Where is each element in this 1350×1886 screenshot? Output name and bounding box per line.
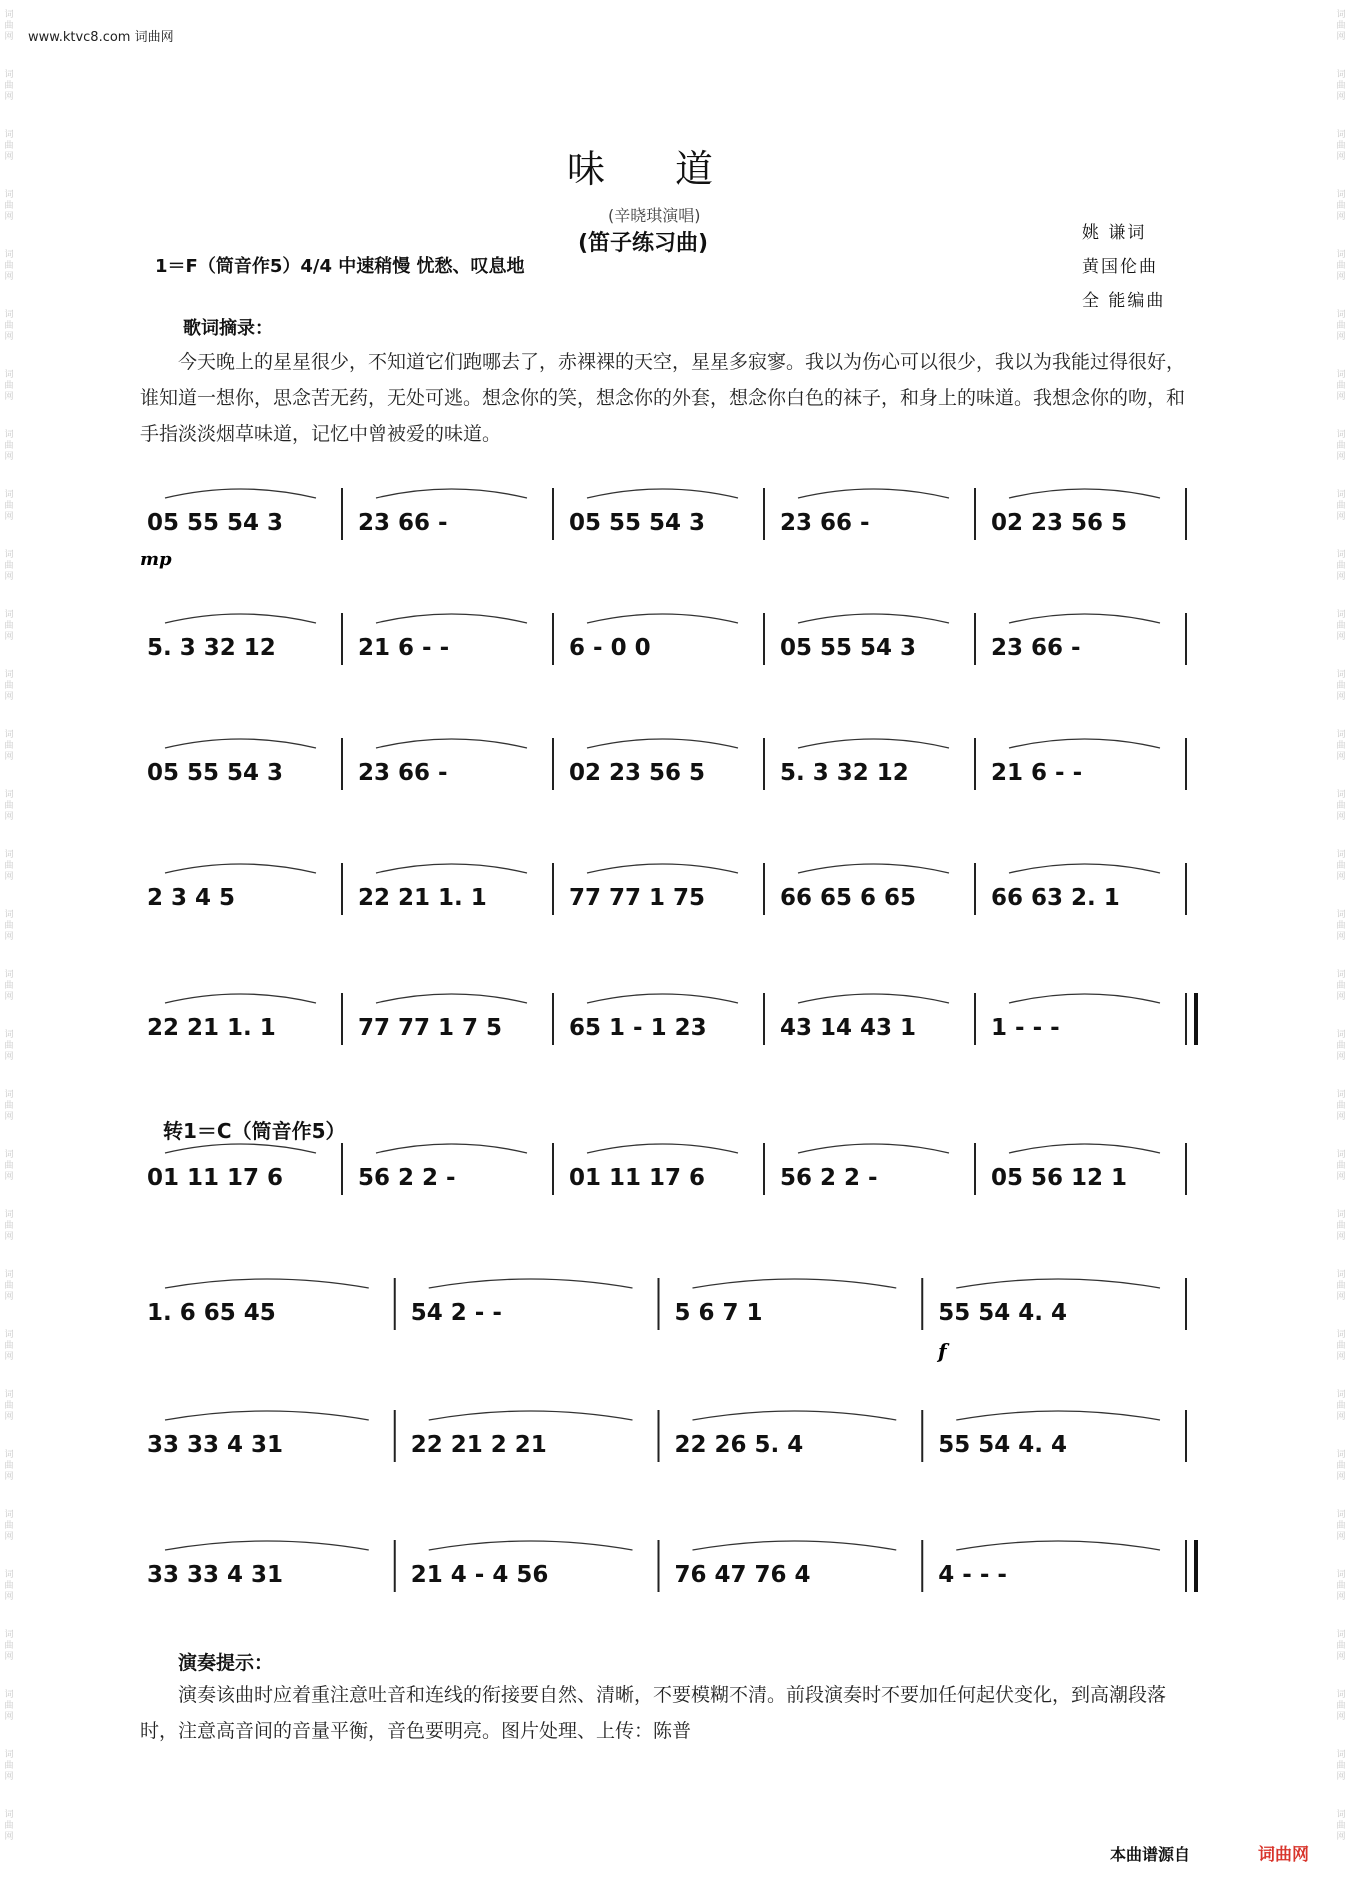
measure-notes: 66 65 6 65: [780, 885, 917, 911]
measure-notes: 05 55 54 3: [147, 510, 284, 536]
watermark-text: 词曲网: [4, 850, 14, 882]
measure-notes: 05 55 54 3: [569, 510, 706, 536]
watermark-text: 词曲网: [1336, 190, 1346, 222]
slur-mark: [1009, 614, 1160, 623]
watermark-text: 词曲网: [1336, 1690, 1346, 1722]
measure-notes: 05 55 54 3: [147, 760, 284, 786]
measure-notes: 77 77 1 7 5: [358, 1015, 503, 1041]
watermark-text: 词曲网: [1336, 430, 1346, 462]
watermark-text: 词曲网: [1336, 850, 1346, 882]
lyrics-heading: 歌词摘录：: [183, 318, 273, 339]
watermark-text: 词曲网: [1336, 1030, 1346, 1062]
watermark-text: 词曲网: [1336, 610, 1346, 642]
slur-mark: [376, 739, 527, 748]
measure-notes: 66 63 2. 1: [991, 885, 1120, 911]
watermark-text: 词曲网: [1336, 730, 1346, 762]
tips-heading: 演奏提示：: [178, 1652, 274, 1674]
watermark-text: 词曲网: [4, 1450, 14, 1482]
watermark-text: 词曲网: [4, 1210, 14, 1242]
measure-notes: 56 2 2 -: [358, 1165, 456, 1191]
slur-mark: [587, 614, 738, 623]
watermark-text: 词曲网: [4, 130, 14, 162]
measure-notes: 33 33 4 31: [147, 1562, 284, 1588]
watermark-text: 词曲网: [1336, 1150, 1346, 1182]
measure-notes: 54 2 - -: [410, 1300, 502, 1326]
slur-mark: [798, 739, 949, 748]
watermark-text: 词曲网: [1336, 490, 1346, 522]
measure-notes: 5 6 7 1: [674, 1300, 763, 1326]
measure-notes: 6 - 0 0: [569, 635, 651, 661]
slur-mark: [693, 1279, 897, 1288]
slur-mark: [376, 864, 527, 873]
slur-mark: [165, 994, 316, 1003]
measure-notes: 23 66 -: [780, 510, 870, 536]
measure-notes: 21 6 - -: [358, 635, 450, 661]
watermark-text: 词曲网: [4, 1270, 14, 1302]
watermark-text: 词曲网: [4, 1030, 14, 1062]
watermark-text: 词曲网: [4, 1630, 14, 1662]
watermark-text: 词曲网: [1336, 130, 1346, 162]
measure-notes: 55 54 4. 4: [938, 1300, 1068, 1326]
watermark-text: 词曲网: [4, 1690, 14, 1722]
watermark-text: 词曲网: [4, 910, 14, 942]
slur-mark: [429, 1541, 633, 1550]
measure-notes: 22 26 5. 4: [674, 1432, 804, 1458]
slur-mark: [429, 1411, 633, 1420]
slur-mark: [587, 994, 738, 1003]
watermark-text: 词曲网: [4, 1390, 14, 1422]
watermark-text: 词曲网: [1336, 10, 1346, 42]
slur-mark: [376, 614, 527, 623]
slur-mark: [956, 1279, 1160, 1288]
slur-mark: [165, 614, 316, 623]
slur-mark: [1009, 994, 1160, 1003]
singer-note: (辛晓琪演唱): [608, 206, 701, 225]
watermark-text: 词曲网: [1336, 1330, 1346, 1362]
measure-notes: 23 66 -: [358, 760, 448, 786]
slur-mark: [798, 994, 949, 1003]
measure-notes: 22 21 1. 1: [358, 885, 487, 911]
watermark-text: 词曲网: [4, 610, 14, 642]
watermark-text: 词曲网: [4, 730, 14, 762]
measure-notes: 22 21 1. 1: [147, 1015, 276, 1041]
measure-notes: 2 3 4 5: [147, 885, 236, 911]
slur-mark: [1009, 864, 1160, 873]
measure-notes: 4 - - -: [938, 1562, 1007, 1588]
watermark-text: 词曲网: [4, 370, 14, 402]
watermark-text: 词曲网: [4, 490, 14, 522]
performance-tips: 演奏该曲时应着重注意吐音和连线的衔接要自然、清晰，不要模糊不清。前段演奏时不要加任何起伏变化，到高潮段落时，注意高音间的音量平衡，音色要明亮。图片处理、上传：陈普: [140, 1684, 1167, 1742]
footer-source-label: 本曲谱源自: [1110, 1845, 1191, 1864]
measure-notes: 02 23 56 5: [991, 510, 1128, 536]
slur-mark: [587, 864, 738, 873]
watermark-text: 词曲网: [1336, 1390, 1346, 1422]
watermark-text: 词曲网: [1336, 550, 1346, 582]
measure-notes: 21 4 - 4 56: [410, 1562, 549, 1588]
watermark-text: 词曲网: [4, 1510, 14, 1542]
slur-mark: [956, 1541, 1160, 1550]
measure-notes: 65 1 - 1 23: [569, 1015, 707, 1041]
measure-notes: 33 33 4 31: [147, 1432, 284, 1458]
watermark-text: 词曲网: [1336, 1750, 1346, 1782]
watermark-text: 词曲网: [4, 250, 14, 282]
composer-credit: 黄国伦曲: [1082, 257, 1158, 277]
measure-notes: 21 6 - -: [991, 760, 1083, 786]
dynamic-f: f: [938, 1339, 947, 1363]
slur-mark: [429, 1279, 633, 1288]
measure-notes: 55 54 4. 4: [938, 1432, 1068, 1458]
measure-notes: 22 21 2 21: [410, 1432, 547, 1458]
watermark-text: 词曲网: [1336, 310, 1346, 342]
measure-notes: 01 11 17 6: [147, 1165, 284, 1191]
slur-mark: [587, 489, 738, 498]
measure-notes: 43 14 43 1: [780, 1015, 917, 1041]
slur-mark: [376, 1144, 527, 1153]
slur-mark: [376, 489, 527, 498]
measure-notes: 05 55 54 3: [780, 635, 917, 661]
watermark-text: 词曲网: [4, 1150, 14, 1182]
measure-notes: 05 56 12 1: [991, 1165, 1128, 1191]
watermark-text: 词曲网: [1336, 1210, 1346, 1242]
watermark-text: 词曲网: [1336, 1810, 1346, 1842]
slur-mark: [165, 1541, 369, 1550]
watermark-text: 词曲网: [1336, 250, 1346, 282]
measure-notes: 1. 6 65 45: [147, 1300, 276, 1326]
watermark-text: 词曲网: [1336, 970, 1346, 1002]
slur-mark: [956, 1411, 1160, 1420]
watermark-text: 词曲网: [1336, 670, 1346, 702]
measure-notes: 23 66 -: [991, 635, 1081, 661]
measure-notes: 77 77 1 75: [569, 885, 706, 911]
slur-mark: [798, 864, 949, 873]
watermark-text: 词曲网: [4, 1330, 14, 1362]
measure-notes: 56 2 2 -: [780, 1165, 878, 1191]
arranger-credit: 全 能编曲: [1082, 291, 1166, 311]
watermark-text: 词曲网: [1336, 370, 1346, 402]
footer-site-link[interactable]: 词曲网: [1258, 1845, 1309, 1865]
measure-notes: 23 66 -: [358, 510, 448, 536]
modulation-line: 转1＝C（筒音作5）: [163, 1119, 346, 1143]
watermark-text: 词曲网: [1336, 70, 1346, 102]
watermark-text: 词曲网: [1336, 1630, 1346, 1662]
slur-mark: [376, 994, 527, 1003]
watermark-text: 词曲网: [4, 430, 14, 462]
key-tempo-line: 1＝F（筒音作5）4/4 中速稍慢 忧愁、叹息地: [155, 256, 525, 277]
slur-mark: [798, 614, 949, 623]
watermark-text: 词曲网: [4, 10, 14, 42]
slur-mark: [165, 1279, 369, 1288]
watermark-text: 词曲网: [1336, 1570, 1346, 1602]
slur-mark: [165, 864, 316, 873]
watermark-text: 词曲网: [4, 190, 14, 222]
slur-mark: [798, 1144, 949, 1153]
watermark-text: 词曲网: [4, 670, 14, 702]
watermark-text: 词曲网: [1336, 1090, 1346, 1122]
subtitle: (笛子练习曲): [578, 231, 709, 256]
watermark-text: 词曲网: [4, 70, 14, 102]
slur-mark: [798, 489, 949, 498]
dynamic-mp: mp: [140, 549, 172, 570]
watermark-text: 词曲网: [4, 310, 14, 342]
watermark-text: 词曲网: [4, 1810, 14, 1842]
measure-notes: 01 11 17 6: [569, 1165, 706, 1191]
site-url[interactable]: www.ktvc8.com 词曲网: [28, 30, 174, 45]
watermark-text: 词曲网: [4, 1090, 14, 1122]
slur-mark: [1009, 739, 1160, 748]
slur-mark: [165, 489, 316, 498]
watermark-text: 词曲网: [4, 550, 14, 582]
watermark-text: 词曲网: [1336, 1510, 1346, 1542]
slur-mark: [693, 1541, 897, 1550]
watermark-text: 词曲网: [1336, 910, 1346, 942]
watermark-text: 词曲网: [1336, 1270, 1346, 1302]
slur-mark: [587, 739, 738, 748]
slur-mark: [165, 1144, 316, 1153]
slur-mark: [1009, 1144, 1160, 1153]
measure-notes: 5. 3 32 12: [147, 635, 276, 661]
watermark-text: 词曲网: [1336, 1450, 1346, 1482]
song-title: 味道: [566, 147, 783, 191]
slur-mark: [1009, 489, 1160, 498]
measure-notes: 76 47 76 4: [674, 1562, 811, 1588]
watermark-text: 词曲网: [1336, 790, 1346, 822]
measure-notes: 1 - - -: [991, 1015, 1060, 1041]
watermark-text: 词曲网: [4, 1750, 14, 1782]
slur-mark: [165, 1411, 369, 1420]
slur-mark: [165, 739, 316, 748]
slur-mark: [693, 1411, 897, 1420]
watermark-text: 词曲网: [4, 790, 14, 822]
watermark-text: 词曲网: [4, 1570, 14, 1602]
measure-notes: 5. 3 32 12: [780, 760, 909, 786]
lyricist-credit: 姚 谦词: [1082, 223, 1147, 243]
slur-mark: [587, 1144, 738, 1153]
measure-notes: 02 23 56 5: [569, 760, 706, 786]
lyrics-excerpt: 今天晚上的星星很少，不知道它们跑哪去了，赤裸裸的天空，星星多寂寥。我以为伤心可以很少，我以为我能过得很好，谁知道一想你，思念苦无药，无处可逃。想念你的笑，想念你的外套，想念你白色的袜子，和身上的味道。我想念你的吻，和手指淡淡烟草味道，记忆中曾被爱的味道。: [140, 351, 1186, 445]
watermark-text: 词曲网: [4, 970, 14, 1002]
